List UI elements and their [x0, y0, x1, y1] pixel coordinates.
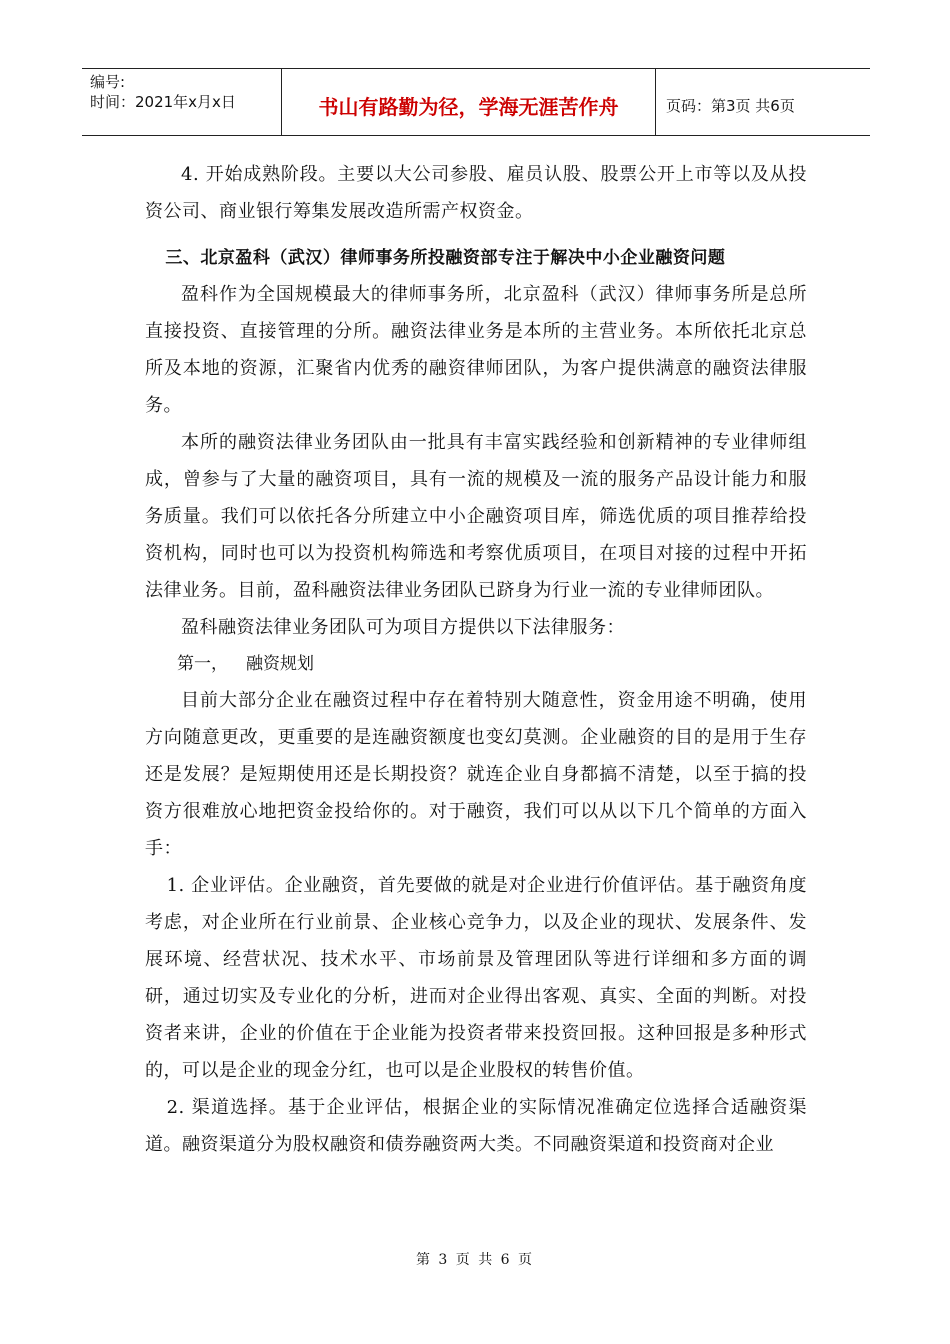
- paragraph-firm-intro: 盈科作为全国规模最大的律师事务所，北京盈科（武汉）律师事务所是总所直接投资、直接管理的分所。融资法律业务是本所的主营业务。本所依托北京总所及本地的资源，汇聚省内优秀的融资律师团队，为客户提供满意的融资法律服务。: [145, 284, 807, 416]
- paragraph-enterprise-evaluation: 1. 企业评估。企业融资，首先要做的就是对企业进行价值评估。基于融资角度考虑，对企业所在行业前景、企业核心竞争力，以及企业的现状、发展条件、发展环境、经营状况、技术水平、市场前景及管理团队等进行详细和多方面的调研，通过切实及专业化的分析，进而对企业得出客观、真实、全面的判断。对投资者来讲，企业的价值在于企业能为投资者带来投资回报。这种回报是多种形式的，可以是企业的现金分红，也可以是企业股权的转售价值。: [145, 875, 807, 1081]
- page-footer: 第 3 页 共 6 页: [415, 1252, 535, 1268]
- paragraph-services-intro: 盈科融资法律业务团队可为项目方提供以下法律服务：: [181, 617, 625, 638]
- paragraph-channel-selection: 2. 渠道选择。基于企业评估，根据企业的实际情况准确定位选择合适融资渠道。融资渠道分为股权融资和债券融资两大类。不同融资渠道和投资商对企业: [145, 1097, 807, 1155]
- subheading-number: 第一，: [177, 654, 228, 674]
- header-info-cell: [82, 69, 282, 135]
- header-page-code: 页码：第3页 共6页: [666, 96, 795, 115]
- paragraph-financing-problems: 目前大部分企业在融资过程中存在着特别大随意性，资金用途不明确，使用方向随意更改，更重要的是连融资额度也变幻莫测。企业融资的目的是用于生存还是发展？是短期使用还是长期投资？就连企业自身都搞不清楚，以至于搞的投资方很难放心地把资金投给你的。对于融资，我们可以从以下几个简单的方面入手：: [145, 690, 807, 859]
- subheading-title: 融资规划: [246, 654, 314, 674]
- document-number-label: 编号:: [90, 73, 126, 91]
- paragraph-team-intro: 本所的融资法律业务团队由一批具有丰富实践经验和创新精神的专业律师组成，曾参与了大量的融资项目，具有一流的规模及一流的服务产品设计能力和服务质量。我们可以依托各分所建立中小企融资项目库，筛选优质的项目推荐给投资机构，同时也可以为投资机构筛选和考察优质项目，在项目对接的过程中开拓法律业务。目前，盈科融资法律业务团队已跻身为行业一流的专业律师团队。: [145, 432, 807, 601]
- header-motto: 书山有路勤为径，学海无涯苦作舟: [282, 69, 656, 135]
- section-heading-3: 三、北京盈科（武汉）律师事务所投融资部专注于解决中小企业融资问题: [165, 248, 726, 268]
- subheading-financing-planning: [145, 646, 807, 682]
- document-time-label: 时间：2021年x月x日: [90, 93, 236, 111]
- document-body: [145, 156, 807, 1163]
- paragraph-stage-4: 4. 开始成熟阶段。主要以大公司参股、雇员认股、股票公开上市等以及从投资公司、商业银行筹集发展改造所需产权资金。: [145, 164, 807, 222]
- header-table: [82, 68, 870, 136]
